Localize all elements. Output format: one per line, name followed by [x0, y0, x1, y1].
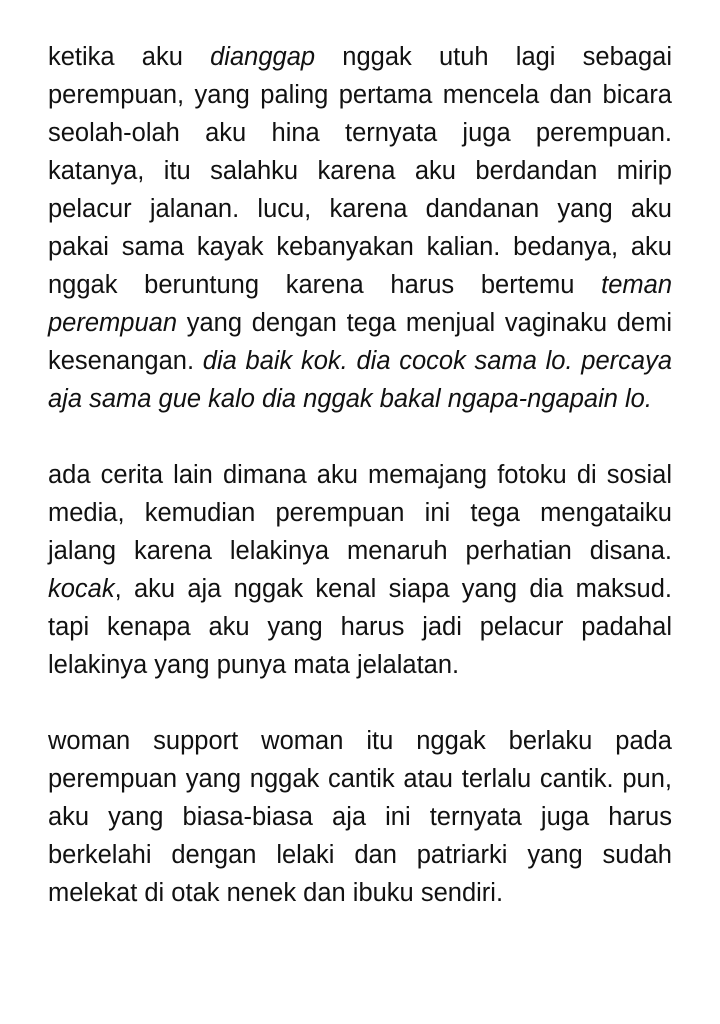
paragraph-1-emphasis-teman-perempuan: teman perempuan	[48, 271, 672, 337]
paragraph-2	[48, 456, 672, 684]
paragraph-1-quoted-speech: dia baik kok. dia cocok sama lo. percaya aja sama gue kalo dia nggak bakal ngapa-ngapain lo.	[48, 347, 672, 413]
paragraph-2-emphasis-kocak: kocak	[48, 575, 115, 603]
paragraph-1-emphasis-dianggap: dianggap	[210, 43, 316, 71]
paragraph-1-text: ketika aku	[48, 43, 211, 71]
paragraph-3	[48, 722, 672, 912]
paragraph-1	[48, 38, 672, 418]
paragraph-2-text: ada cerita lain dimana aku memajang fotoku di sosial media, kemudian perempuan ini tega mengataiku jalang karena lelakinya menaruh perhatian disana.	[48, 461, 672, 565]
document-page	[48, 38, 672, 912]
paragraph-1-text: nggak utuh lagi sebagai perempuan, yang paling pertama mencela dan bicara seolah-olah aku hina ternyata juga perempuan. katanya, itu salahku karena aku berdandan mirip pelacur jalanan. lucu, karena dandanan yang aku pakai sama kayak kebanyakan kalian. bedanya, aku nggak beruntung karena harus bertemu	[48, 43, 672, 299]
paragraph-1-text: yang dengan tega menjual vaginaku demi kesenangan.	[48, 309, 672, 375]
paragraph-2-text: , aku aja nggak kenal siapa yang dia maksud. tapi kenapa aku yang harus jadi pelacur padahal lelakinya yang punya mata jelalatan.	[48, 575, 672, 679]
paragraph-3-text: woman support woman itu nggak berlaku pada perempuan yang nggak cantik atau terlalu cantik. pun, aku yang biasa-biasa aja ini ternyata juga harus berkelahi dengan lelaki dan patriarki yang sudah melekat di otak nenek dan ibuku sendiri.	[48, 727, 672, 907]
